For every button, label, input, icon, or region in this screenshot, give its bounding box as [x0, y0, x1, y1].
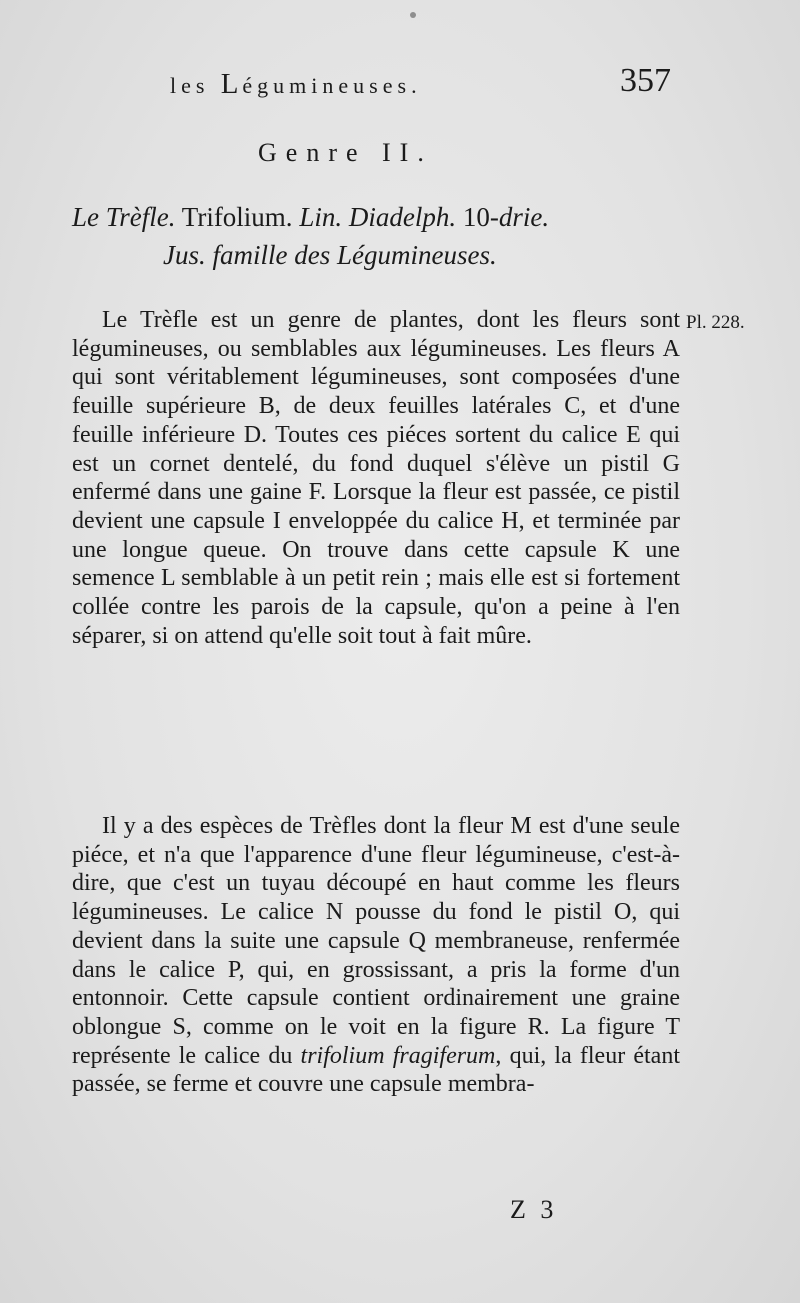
plate-reference: Pl. 228.: [686, 312, 745, 333]
title-classification: Lin. Diadelph.: [299, 202, 457, 232]
page-number: 357: [620, 62, 671, 99]
running-head-initial: L: [220, 68, 243, 100]
genre-heading: Genre II.: [258, 138, 433, 167]
paragraph-1: Le Trèfle est un genre de plantes, dont les fleurs sont légumineuses, ou semblables aux légumineuses. Les fleurs A qui sont véritablement légumineuses, sont composées d'une feuille supérieure B, de deux feuilles latérales C, et d'une feuille inférieure D. Toutes ces piéces sortent du calice E qui est un cornet dentelé, du fond duquel s'élève un pistil G enfermé dans une gaine F. Lorsque la fleur est passée, ce pistil devient une capsule I enveloppée du calice H, et terminée par une longue queue. On trouve dans cette capsule K une semence L semblable à un petit rein ; mais elle est si fortement collée contre les parois de la capsule, qu'on a peine à l'en séparer, si on attend qu'elle soit tout à fait mûre.: [72, 307, 680, 649]
signature-mark: Z 3: [510, 1195, 558, 1224]
title-latin-name: Trifolium.: [175, 202, 300, 232]
title-line-2: Jus. famille des Légumineuses.: [163, 240, 497, 270]
title-number: 10-: [456, 202, 499, 232]
paragraph-2-text: Il y a des espèces de Trèfles dont la fleur M est d'une seule piéce, et n'a que l'apparence d'une fleur légumineuse, c'est-à-dire, que c'est un tuyau découpé en haut comme les fleurs légumineuses. Le calice N pousse du fond le pistil O, qui devient dans la suite une capsule Q membraneuse, renfermée dans le calice P, qui, en grossissant, a pris la forme d'un entonnoir. Cette capsule contient ordinairement une graine oblongue S, comme on le voit en la figure R. La figure T représente le calice du: [72, 813, 680, 1069]
ink-speck: [410, 12, 416, 18]
title-line-1: [72, 202, 549, 233]
running-head-rest: égumineuses.: [242, 73, 422, 98]
running-head: [170, 68, 422, 101]
species-name: trifolium fragiferum: [300, 1042, 496, 1069]
title-suffix: drie.: [498, 202, 550, 232]
running-head-les: les: [170, 73, 210, 98]
paragraph-2: [72, 812, 680, 1099]
paragraph-2-end: , qui, la fleur étant passée, se ferme et couvre une capsule membra-: [72, 1042, 681, 1098]
title-common-name: Le Trèfle.: [72, 202, 176, 232]
